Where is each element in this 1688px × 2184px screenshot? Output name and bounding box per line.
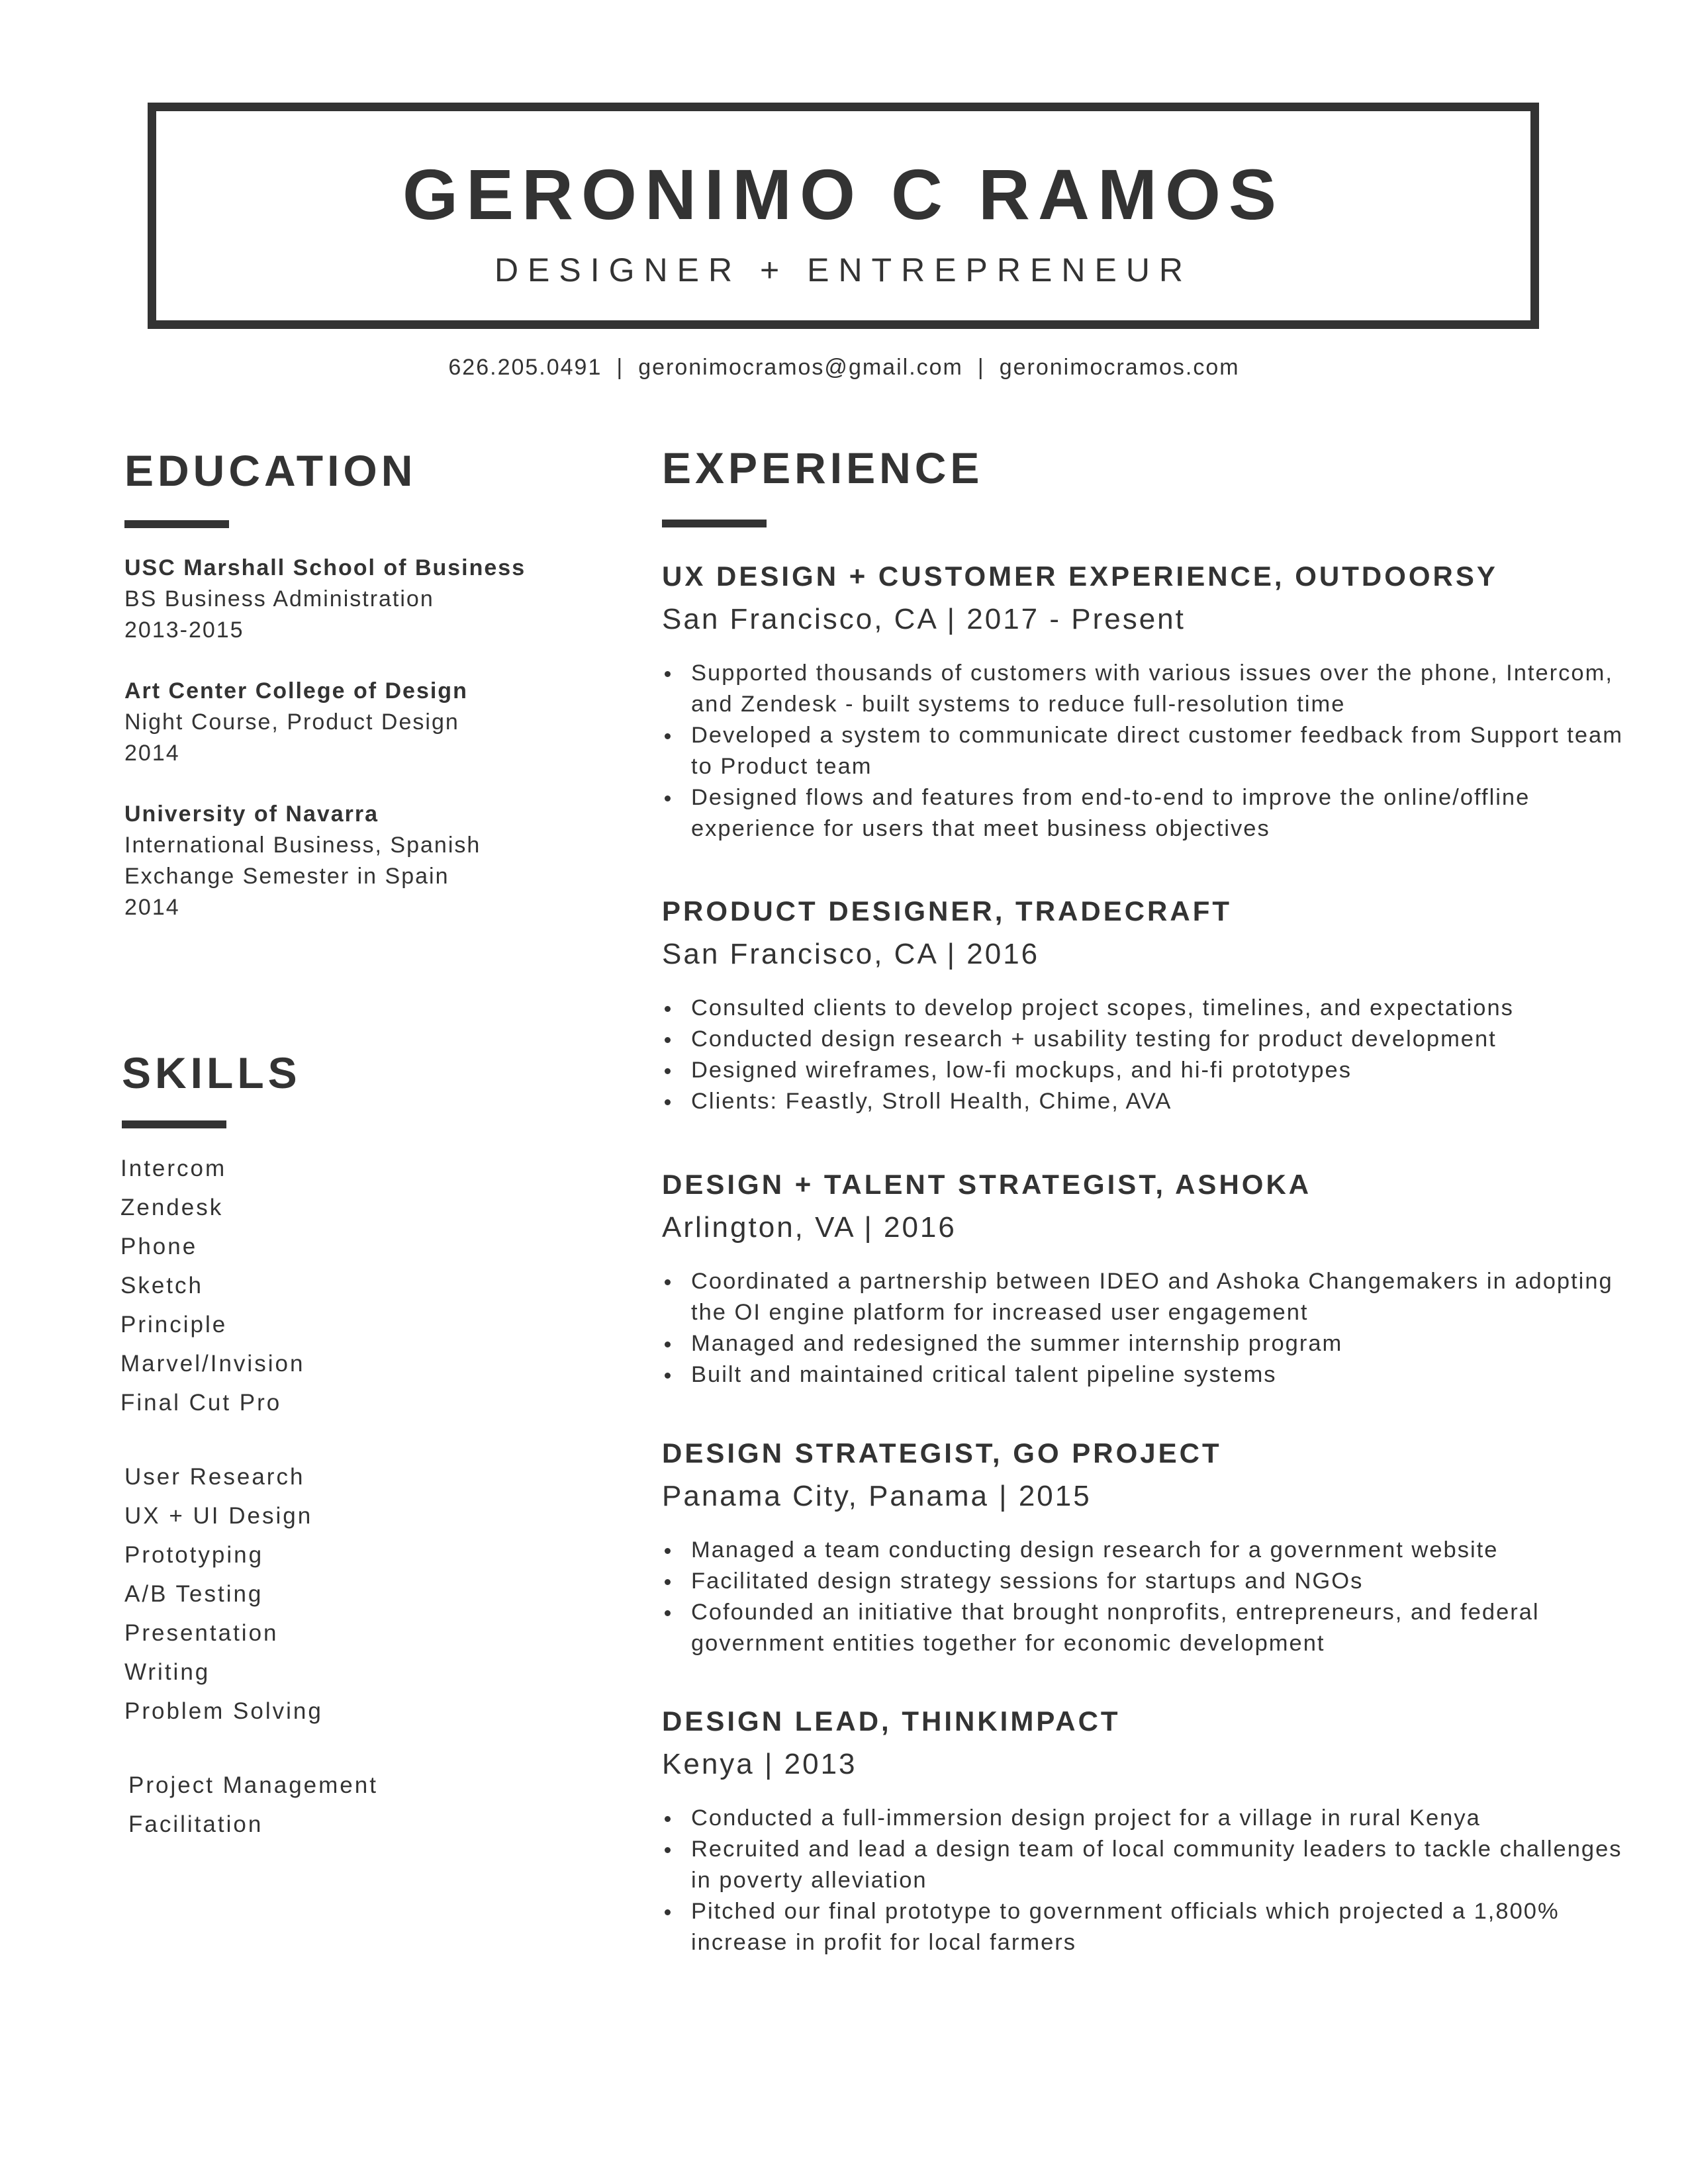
skill-item: UX + UI Design: [124, 1503, 313, 1529]
job-bullet: Clients: Feastly, Stroll Health, Chime, AVA: [662, 1086, 1642, 1117]
education-rule: [124, 520, 229, 528]
job-location: San Francisco, CA | 2017 - Present: [662, 603, 1186, 635]
skill-item: Principle: [120, 1312, 228, 1338]
skill-item: Marvel/Invision: [120, 1351, 305, 1377]
contact-phone: 626.205.0491: [448, 355, 602, 380]
skills-rule: [122, 1120, 226, 1128]
education-school: Art Center College of Design: [124, 678, 468, 704]
job-location: Panama City, Panama | 2015: [662, 1480, 1092, 1512]
job-entry: [662, 1439, 1642, 1659]
experience-title: EXPERIENCE: [662, 443, 984, 492]
education-school: University of Navarra: [124, 801, 379, 827]
skills-group-management: [128, 1766, 605, 1844]
job-bullet: Conducted design research + usability testing for product development: [662, 1024, 1642, 1055]
skill-item: A/B Testing: [124, 1581, 263, 1607]
job-bullet: Built and maintained critical talent pipeline systems: [662, 1359, 1642, 1390]
job-entry: [662, 1171, 1642, 1390]
job-bullets: [662, 1535, 1642, 1659]
job-title: PRODUCT DESIGNER, TRADECRAFT: [662, 895, 1233, 927]
skill-item: Project Management: [128, 1772, 378, 1798]
job-title: UX DESIGN + CUSTOMER EXPERIENCE, OUTDOORSY: [662, 561, 1498, 592]
job-bullet: Consulted clients to develop project scopes, timelines, and expectations: [662, 993, 1642, 1024]
candidate-name: GERONIMO C RAMOS: [402, 154, 1284, 234]
job-bullet: Developed a system to communicate direct customer feedback from Support team to Product team: [662, 720, 1642, 782]
job-location: Arlington, VA | 2016: [662, 1211, 957, 1244]
skill-item: Sketch: [120, 1273, 203, 1298]
education-entry: [124, 676, 601, 769]
skill-item: User Research: [124, 1464, 305, 1490]
job-bullet: Cofounded an initiative that brought nonprofits, entrepreneurs, and federal government entities together for economic development: [662, 1597, 1642, 1659]
skill-item: Writing: [124, 1659, 211, 1685]
job-location: San Francisco, CA | 2016: [662, 938, 1040, 970]
education-dates: 2013-2015: [124, 617, 244, 643]
contact-email[interactable]: geronimocramos@gmail.com: [638, 355, 963, 380]
job-bullets: [662, 658, 1642, 844]
skill-item: Presentation: [124, 1620, 279, 1646]
job-entry: [662, 563, 1642, 844]
name-header-box: [148, 103, 1539, 329]
job-location: Kenya | 2013: [662, 1748, 857, 1780]
job-bullet: Facilitated design strategy sessions for startups and NGOs: [662, 1566, 1642, 1597]
contact-separator: |: [977, 355, 985, 380]
skill-item: Intercom: [120, 1156, 227, 1181]
skills-title: SKILLS: [122, 1048, 301, 1097]
skill-item: Problem Solving: [124, 1698, 323, 1724]
education-detail: Exchange Semester in Spain: [124, 864, 449, 889]
job-bullets: [662, 993, 1642, 1117]
education-detail: International Business, Spanish: [124, 833, 481, 858]
job-bullets: [662, 1803, 1642, 1958]
education-school: USC Marshall School of Business: [124, 555, 526, 580]
job-entry: [662, 897, 1642, 1117]
education-detail: Night Course, Product Design: [124, 709, 459, 735]
skill-item: Prototyping: [124, 1542, 264, 1568]
skill-item: Phone: [120, 1234, 198, 1259]
job-bullet: Designed flows and features from end-to-end to improve the online/offline experience for users that meet business objectives: [662, 782, 1642, 844]
skills-group-tools: [120, 1149, 597, 1422]
skill-item: Zendesk: [120, 1195, 224, 1220]
experience-rule: [662, 520, 767, 527]
education-entry: [124, 553, 601, 646]
job-bullet: Supported thousands of customers with various issues over the phone, Intercom, and Zendesk - built systems to reduce full-resolution time: [662, 658, 1642, 720]
education-detail: BS Business Administration: [124, 586, 434, 612]
contact-website[interactable]: geronimocramos.com: [999, 355, 1240, 380]
job-bullet: Pitched our final prototype to government officials which projected a 1,800% increase in profit for local farmers: [662, 1896, 1642, 1958]
job-entry: [662, 1707, 1642, 1958]
job-bullet: Managed and redesigned the summer internship program: [662, 1328, 1642, 1359]
job-bullets: [662, 1266, 1642, 1390]
job-bullet: Recruited and lead a design team of local community leaders to tackle challenges in poverty alleviation: [662, 1834, 1642, 1896]
job-bullet: Managed a team conducting design research for a government website: [662, 1535, 1642, 1566]
education-dates: 2014: [124, 741, 180, 766]
skills-group-design: [124, 1457, 601, 1731]
job-title: DESIGN LEAD, THINKIMPACT: [662, 1706, 1121, 1737]
candidate-tagline: DESIGNER + ENTREPRENEUR: [494, 251, 1193, 289]
job-title: DESIGN STRATEGIST, GO PROJECT: [662, 1437, 1222, 1469]
job-bullet: Designed wireframes, low-fi mockups, and hi-fi prototypes: [662, 1055, 1642, 1086]
contact-separator: |: [616, 355, 624, 380]
education-dates: 2014: [124, 895, 180, 920]
job-bullet: Coordinated a partnership between IDEO and Ashoka Changemakers in adopting the OI engine platform for increased user engagement: [662, 1266, 1642, 1328]
contact-line: [0, 356, 1688, 379]
job-bullet: Conducted a full-immersion design project for a village in rural Kenya: [662, 1803, 1642, 1834]
education-entry: [124, 799, 601, 923]
skill-item: Final Cut Pro: [120, 1390, 282, 1416]
education-title: EDUCATION: [124, 446, 417, 495]
skill-item: Facilitation: [128, 1811, 263, 1837]
job-title: DESIGN + TALENT STRATEGIST, ASHOKA: [662, 1169, 1312, 1200]
